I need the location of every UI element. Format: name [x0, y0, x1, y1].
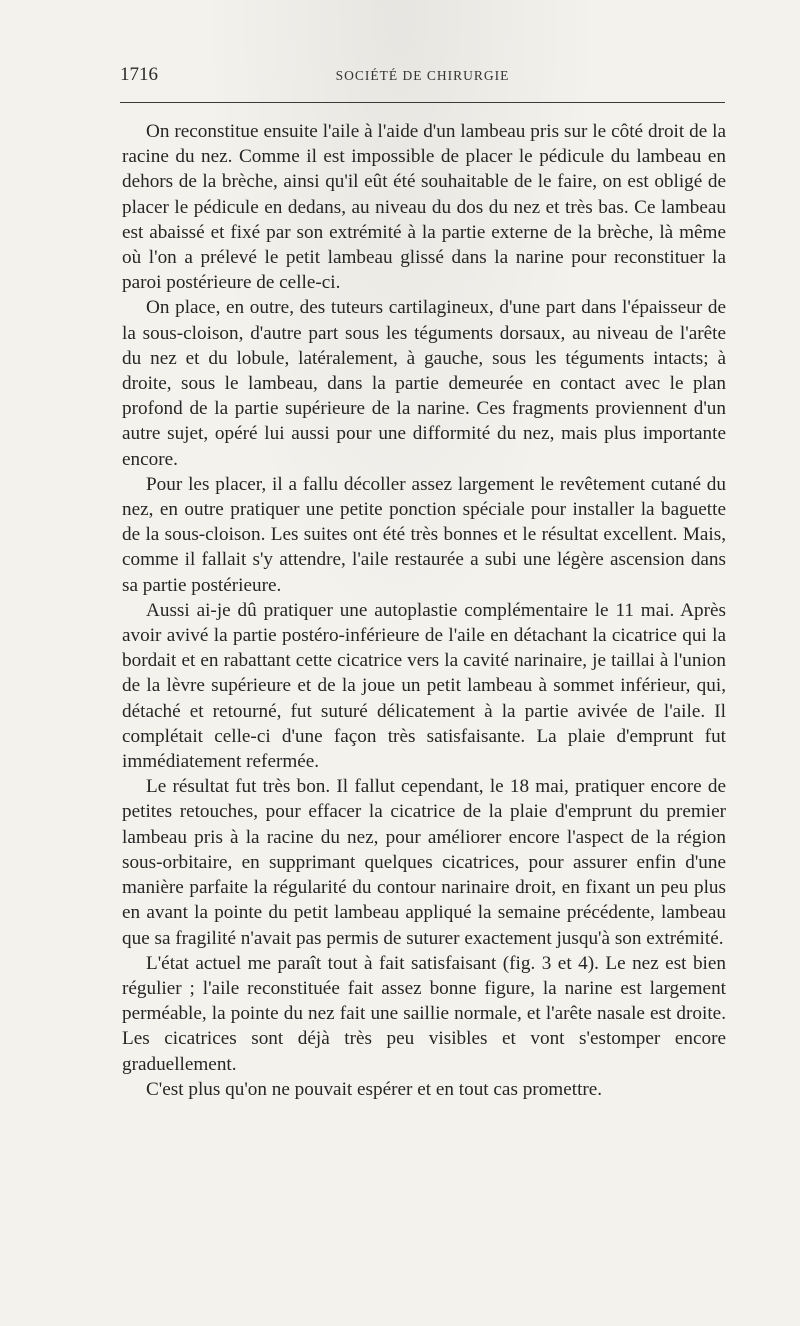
- paragraph: Aussi ai-je dû pratiquer une autoplastie complémentaire le 11 mai. Après avoir avivé la partie postéro-inférieure de l'aile en détachant la cicatrice qui la bordait et en rabattant cette cicatrice vers la cavité narinaire, je taillai à l'union de la lèvre supérieure et de la joue un petit lambeau à sommet inférieur, qui, détaché et retourné, fut suturé délicatement à la partie avivée de l'aile. Il complétait celle-ci d'une façon très satisfaisante. La plaie d'emprunt fut immédiatement refermée.: [122, 599, 726, 773]
- header-rule: [120, 102, 725, 103]
- paragraph: L'état actuel me paraît tout à fait satisfaisant (fig. 3 et 4). Le nez est bien régulier ; l'aile reconstituée fait assez bonne figure, la narine est largement perméable, la pointe du nez fait une saillie normale, et l'arête nasale est droite. Les cicatrices sont déjà très peu visibles et vont s'estomper encore graduellement.: [122, 952, 726, 1075]
- paragraph: C'est plus qu'on ne pouvait espérer et en tout cas promettre.: [146, 1078, 603, 1100]
- body-text: [122, 119, 726, 1102]
- page-number: 1716: [120, 64, 158, 85]
- page-header: [120, 64, 725, 92]
- running-head: SOCIÉTÉ DE CHIRURGIE: [335, 68, 510, 83]
- paragraph: On place, en outre, des tuteurs cartilagineux, d'une part dans l'épaisseur de la sous-cloison, d'autre part sous les téguments dorsaux, au niveau de l'arête du nez et du lobule, latéralement, à gauche, sous les téguments intacts; à droite, sous le lambeau, dans la partie demeurée en contact avec le plan profond de la partie supérieure de la narine. Ces fragments proviennent d'un autre sujet, opéré lui aussi pour une difformité du nez, mais plus importante encore.: [122, 297, 726, 470]
- paragraph: Le résultat fut très bon. Il fallut cependant, le 18 mai, pratiquer encore de petites retouches, pour effacer la cicatrice de la plaie d'emprunt du premier lambeau pris à la racine du nez, pour améliorer encore l'aspect de la région sous-orbitaire, en supprimant quelques cicatrices, pour assurer enfin d'une manière parfaite la régularité du contour narinaire droit, en fixant un peu plus en avant la pointe du petit lambeau appliqué la semaine précédente, lambeau que sa fragilité n'avait pas permis de suturer exactement jusqu'à son extrémité.: [122, 776, 726, 949]
- paragraph: On reconstitue ensuite l'aile à l'aide d'un lambeau pris sur le côté droit de la racine du nez. Comme il est impossible de placer le pédicule du lambeau en dehors de la brèche, ainsi qu'il eût été souhaitable de le faire, on est obligé de placer le pédicule en dedans, au niveau du dos du nez et très bas. Ce lambeau est abaissé et fixé par son extrémité à la partie externe de la brèche, là même où l'on a prélevé le petit lambeau glissé dans la narine pour reconstituer la paroi postérieure de celle-ci.: [122, 121, 726, 294]
- paragraph: Pour les placer, il a fallu décoller assez largement le revêtement cutané du nez, en outre pratiquer une petite ponction spéciale pour installer la baguette de la sous-cloison. Les suites ont été très bonnes et le résultat excellent. Mais, comme il fallait s'y attendre, l'aile restaurée a subi une légère ascension dans sa partie postérieure.: [122, 473, 726, 596]
